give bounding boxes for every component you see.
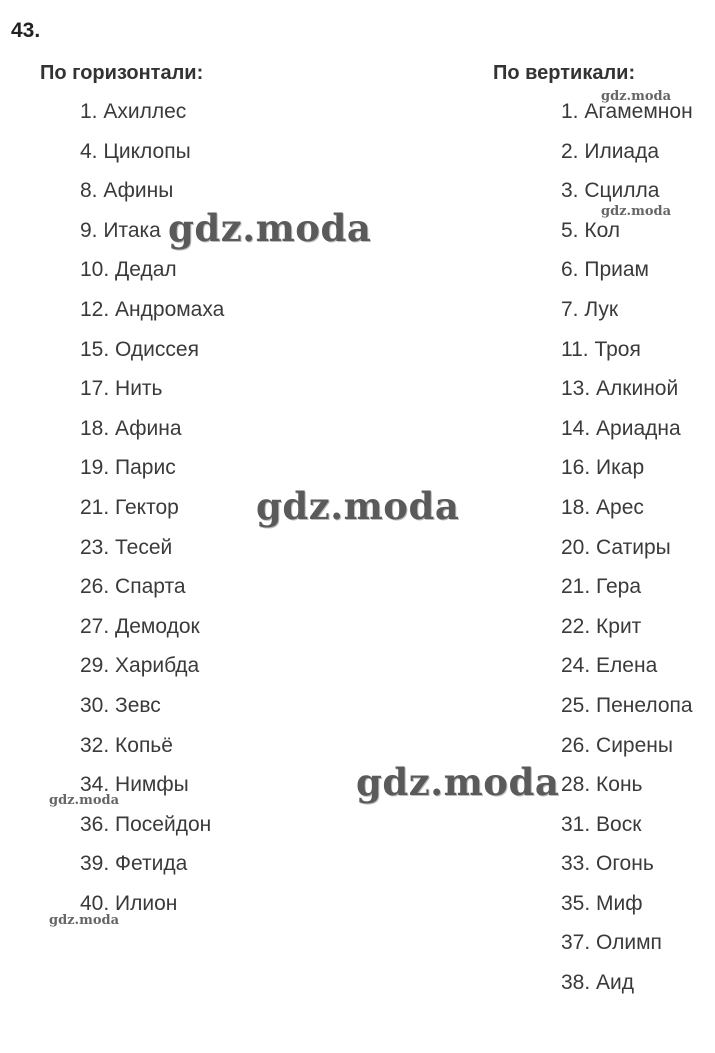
across-answer-item: 27. Демодок [80, 614, 200, 638]
across-answer-item: 19. Парис [80, 456, 176, 480]
down-answer-item: 1. Агамемнон [561, 100, 693, 123]
down-answer-item: 20. Сатиры [561, 535, 671, 559]
down-answer-item: 16. Икар [561, 456, 645, 480]
watermark: gdz.moda [356, 760, 560, 804]
across-answer-item: 34. Нимфы [80, 773, 189, 797]
across-answer-item: 8. Афины [80, 179, 174, 203]
across-answer-item: 12. Андромаха [80, 297, 225, 321]
down-answer-list [561, 100, 693, 1011]
across-answer-item: 4. Циклопы [80, 139, 191, 163]
across-answer-item: 1. Ахиллес [80, 100, 187, 123]
task-number: 43. [11, 19, 41, 42]
down-answer-item: 14. Ариадна [561, 416, 681, 440]
across-answer-item: 30. Зевс [80, 693, 161, 717]
down-answer-item: 18. Арес [561, 495, 644, 519]
down-answer-item: 3. Сцилла [561, 179, 660, 203]
down-answer-item: 28. Конь [561, 773, 643, 797]
down-answer-item: 7. Лук [561, 297, 619, 321]
watermark: gdz.moda [601, 204, 672, 219]
watermark: gdz.moda [49, 793, 120, 808]
across-heading: По горизонтали: [40, 62, 204, 84]
across-answer-item: 26. Спарта [80, 575, 186, 599]
across-answer-item: 18. Афина [80, 416, 182, 440]
watermark: gdz.moda [256, 484, 460, 528]
down-answer-item: 37. Олимп [561, 931, 662, 955]
down-answer-item: 2. Илиада [561, 139, 660, 163]
watermark: gdz.moda [601, 89, 672, 104]
across-answer-item: 32. Копьё [80, 733, 173, 757]
across-answer-item: 21. Гектор [80, 495, 179, 519]
down-answer-item: 11. Троя [561, 337, 641, 361]
across-answer-item: 36. Посейдон [80, 812, 212, 836]
watermark: gdz.moda [49, 913, 120, 928]
down-answer-item: 33. Огонь [561, 852, 654, 876]
across-answer-item: 40. Илион [80, 891, 178, 915]
down-answer-item: 35. Миф [561, 891, 643, 915]
down-answer-item: 25. Пенелопа [561, 693, 693, 717]
down-answer-item: 21. Гера [561, 575, 642, 599]
down-answer-item: 6. Приам [561, 258, 649, 282]
watermark: gdz.moda [168, 206, 372, 250]
down-answer-item: 31. Воск [561, 812, 642, 836]
down-answer-item: 38. Аид [561, 971, 635, 995]
across-answer-item: 29. Харибда [80, 654, 200, 678]
across-answer-item: 9. Итака [80, 218, 161, 242]
down-answer-item: 24. Елена [561, 654, 658, 678]
down-answer-item: 13. Алкиной [561, 377, 679, 401]
down-answer-item: 26. Сирены [561, 733, 673, 757]
across-answer-item: 15. Одиссея [80, 337, 199, 361]
across-answer-item: 17. Нить [80, 377, 163, 401]
down-heading: По вертикали: [493, 62, 636, 84]
across-answer-item: 23. Тесей [80, 535, 173, 559]
across-answer-item: 10. Дедал [80, 258, 177, 282]
down-answer-item: 22. Крит [561, 614, 642, 638]
down-answer-item: 5. Кол [561, 218, 621, 242]
across-answer-item: 39. Фетида [80, 852, 188, 876]
